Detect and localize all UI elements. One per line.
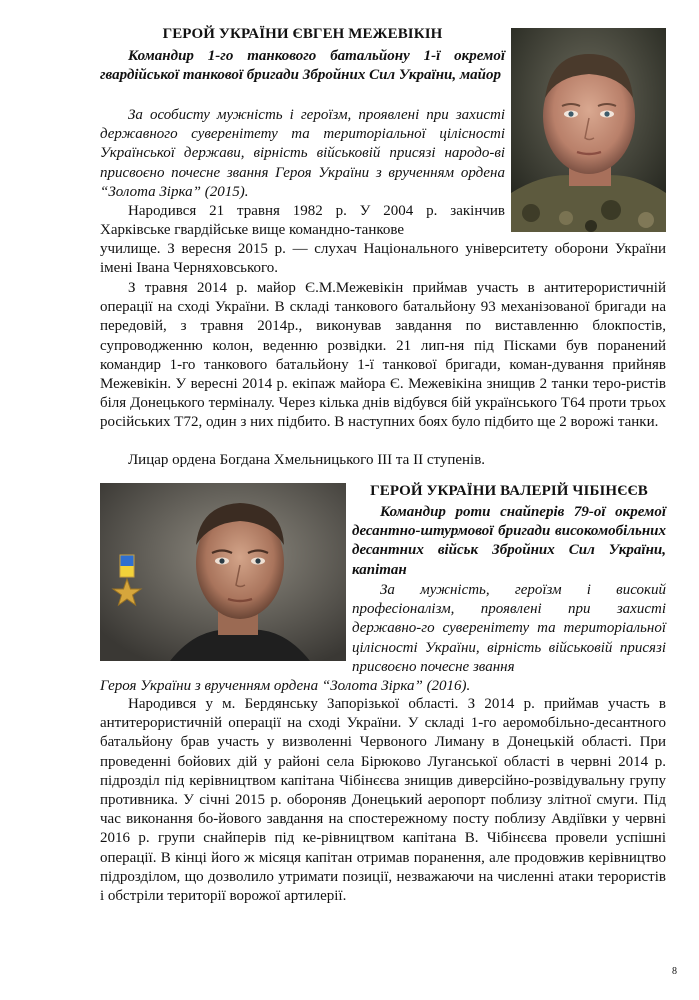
hero2-paragraph-1: Народився у м. Бердянську Запорізької області. З 2014 р. приймав участь в антитерористичній операції на сході України. У складі 1-го аеромобільно-десантного батальйону брав участь у визволенні Червоного Лиману в Донецькій області. При проведенні бойових дій у районі села Бірюково Луганської області в червні 2014 р. підрозділ під керівництвом капітана Чібінєєва знищив диверсійно-розвідувальну групу противника. У січні 2015 р. обороняв Донецький аеропорт поблизу злітної смуги. Під час виконання бо-йового завдання на спостережному посту поблизу Авдіївки у червні 2016 р. групи снайперів під ке-рівництвом капітана В. Чібінєєва провели успішні операції. В кінці його ж місяця капітан отримав поранення, але продовжив керівництво підрозділом, що дозволило утримати позиції, незважаючи на численні атаки терористів і обстріли території ворожої артилерії.: [100, 696, 666, 905]
hero1-award: За особисту мужність і героїзм, проявлені при захисті державного суверенітету та територіальної цілісності Української держави, вірність військовій присязі народо-ві присвоєно почесне звання Героя України з врученням ордена “Золота Зірка” (2015).: [100, 107, 505, 200]
portrait-photo-chibineev: [100, 483, 346, 661]
hero2-award-continuation: Героя України з врученням ордена “Золота Зірка” (2016).: [100, 678, 471, 694]
hero1-title: ГЕРОЙ УКРАЇНИ ЄВГЕН МЕЖЕВІКІН: [162, 26, 443, 42]
hero2-rank: Командир роти снайперів 79-ої окремої десантно-штурмової бригади високомобільних десантних військ Збройних Сил України, капітан: [352, 504, 666, 578]
hero2-biography: [100, 695, 666, 906]
hero1-paragraph-1: Народився 21 травня 1982 р. У 2004 р. закінчив Харківське гвардійське вище командно-танкове: [100, 203, 505, 239]
page-number: 8: [672, 966, 677, 977]
hero2-award: За мужність, героїзм і високий професіоналізм, проявлені при захисті державно-го суверенітету та територіальної цілісності України, вірність військовій присязі присвоєно почесне звання: [352, 582, 666, 675]
hero1-order-paragraph: [100, 451, 666, 470]
hero1-service-paragraph: [100, 279, 666, 433]
hero1-education-paragraph: [100, 240, 666, 278]
hero2-title: ГЕРОЙ УКРАЇНИ ВАЛЕРІЙ ЧІБІНЄЄВ: [370, 483, 648, 499]
hero1-paragraph-2: З травня 2014 р. майор Є.М.Межевікін приймав участь в антитерористичній операції на сході України. В складі танкового батальйону 93 механізованої бригади на передовій, з травня 2014р., виконував завдання по виставленню блокпостів, супроводженню колон, веденню розвідки. 21 лип-ня під Пісками був поранений командир 1-го танкового батальйону 1-ї танкової бригади, коман-дування прийняв Межевікін. У вересні 2014 р. екіпаж майора Є. Межевікіна знищив 2 танки теро-ристів біля Донецького терміналу. Через кілька днів відбувся бій українського Т64 проти трьох російських Т72, один з них підбито. В наступних боях було підбито ще 2 ворожі танки.: [100, 280, 666, 431]
portrait-photo-mezhevikin: [511, 28, 666, 232]
hero1-paragraph-1b: училище. З вересня 2015 р. — слухач Національного університету оборони України імені Івана Черняховського.: [100, 241, 666, 277]
hero1-birth-paragraph: [100, 202, 505, 240]
hero1-paragraph-3: Лицар ордена Богдана Хмельницького ІІІ та ІІ ступенів.: [128, 452, 486, 468]
portrait-image: [511, 28, 666, 232]
portrait-image: [100, 483, 346, 661]
hero1-rank: Командир 1-го танкового батальйону 1-ї окремої гвардійської танкової бригади Збройних Сил України, майор: [100, 48, 505, 84]
